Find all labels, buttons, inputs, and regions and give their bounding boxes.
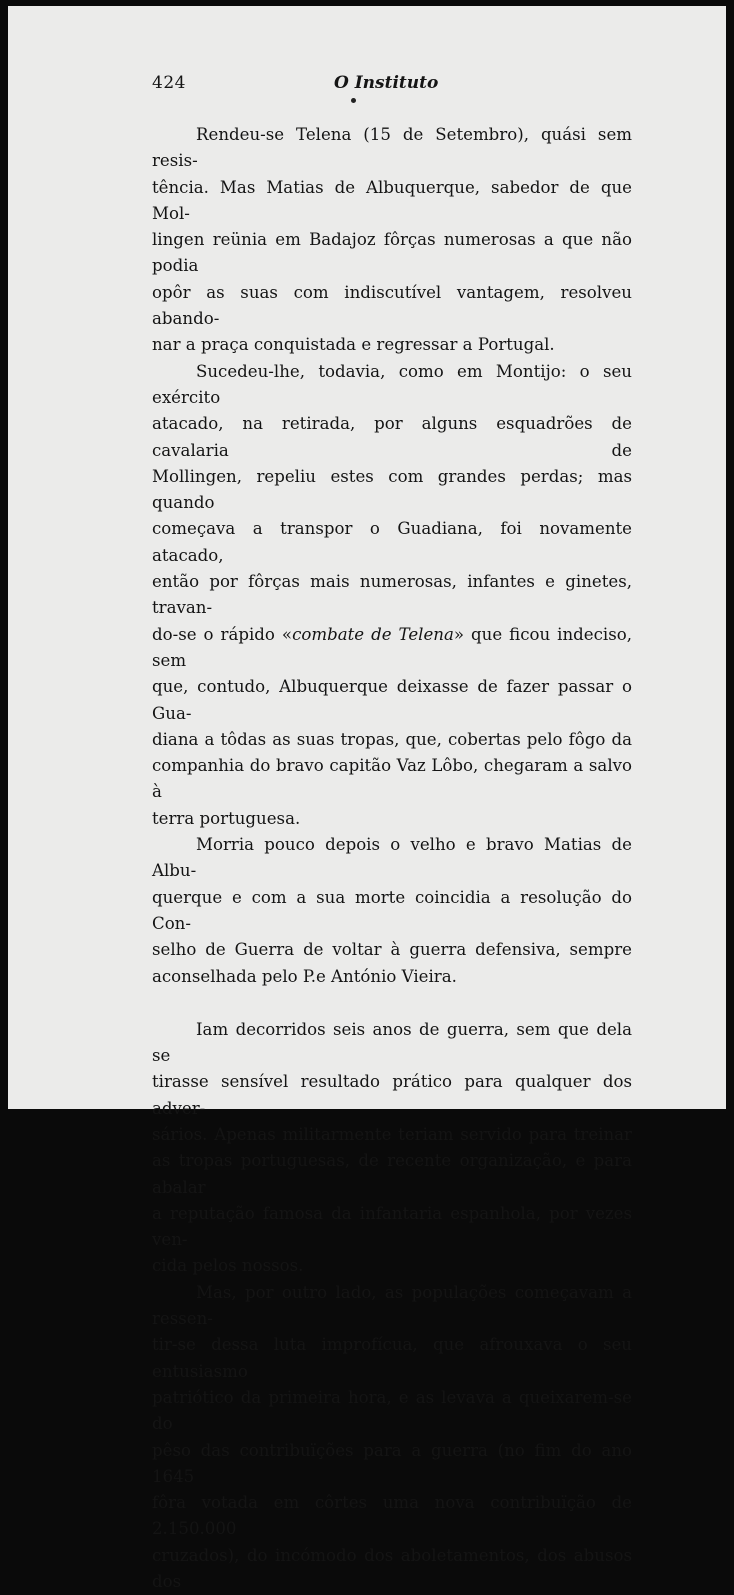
text-line: começava a transpor o Guadiana, foi novamente atacado, bbox=[152, 519, 632, 565]
text-line: atacado, na retirada, por alguns esquadrões de cavalaria de bbox=[152, 414, 632, 460]
text-line-italic-phrase: do-se o rápido «combate de Telena» que ficou indeciso, sem bbox=[152, 624, 633, 670]
text-line: tirasse sensível resultado prático para qualquer dos adver- bbox=[152, 1072, 632, 1118]
text-line: cida pelos nossos. bbox=[152, 1256, 304, 1276]
text-line: que, contudo, Albuquerque deixasse de fazer passar o Gua- bbox=[152, 677, 632, 723]
text-line: lingen reünia em Badajoz fôrças numerosas a que não podia bbox=[152, 230, 632, 276]
text-line: Iam decorridos seis anos de guerra, sem que dela se bbox=[152, 1019, 632, 1066]
page-number: 424 bbox=[152, 73, 186, 93]
text-line: aconselhada pelo P.e António Vieira. bbox=[152, 966, 457, 986]
text-line: opôr as suas com indiscutível vantagem, resolveu abando- bbox=[152, 282, 632, 329]
text-line: fôra votada em côrtes uma nova contribuïção de 2.150.000 bbox=[152, 1493, 632, 1539]
paragraph bbox=[152, 832, 632, 990]
text-line: querque e com a sua morte coincidia a resolução do Con- bbox=[152, 887, 632, 933]
text-line: terra portuguesa. bbox=[152, 808, 301, 828]
italic-phrase: combate de Telena bbox=[292, 624, 454, 644]
paragraph bbox=[152, 122, 632, 359]
text-line: tir-se dessa luta improfícua, que afrouxava o seu entusiasmo bbox=[152, 1335, 632, 1381]
text-line: nar a praça conquistada e regressar a Portugal. bbox=[152, 335, 555, 355]
text-line: então por fôrças mais numerosas, infantes e ginetes, travan- bbox=[152, 572, 632, 618]
running-title: O Instituto bbox=[334, 73, 439, 93]
text-line: tência. Mas Matias de Albuquerque, sabedor de que Mol- bbox=[152, 177, 632, 223]
paragraph bbox=[152, 1017, 632, 1280]
text-line: Mas, por outro lado, as populações começavam a ressen- bbox=[152, 1282, 632, 1329]
text-line: a reputação famosa da infantaria espanhola, por vezes ven- bbox=[152, 1203, 632, 1250]
text-line: Rendeu-se Telena (15 de Setembro), quási sem resis- bbox=[152, 125, 632, 171]
paragraph bbox=[152, 1280, 632, 1595]
text-line: selho de Guerra de voltar à guerra defensiva, sempre bbox=[152, 940, 632, 960]
text-line: diana a tôdas as suas tropas, que, cobertas pelo fôgo da bbox=[152, 729, 632, 749]
ornament-dot bbox=[351, 98, 356, 103]
text-line: Sucedeu-lhe, todavia, como em Montijo: o seu exército bbox=[152, 361, 632, 407]
text-line: as tropas portuguesas, de recente organização, e para abalar bbox=[152, 1151, 632, 1197]
text-line: Mollingen, repeliu estes com grandes perdas; mas quando bbox=[152, 466, 632, 513]
page-header bbox=[152, 70, 632, 104]
body-text bbox=[152, 122, 632, 1595]
text-line: pêso das contribuïções para a guerra (no fim do ano 1645 bbox=[152, 1440, 632, 1486]
paragraph bbox=[152, 359, 632, 832]
text-line: companhia do bravo capitão Vaz Lôbo, chegaram a salvo à bbox=[152, 756, 632, 802]
text-line: sários. Apenas militarmente teriam servido para treinar bbox=[152, 1124, 632, 1144]
text-line: Morria pouco depois o velho e bravo Matias de Albu- bbox=[152, 835, 632, 881]
book-page bbox=[8, 6, 726, 1592]
text-line: patriótico da primeira hora, e as levava a queixarem-se do bbox=[152, 1387, 632, 1434]
text-line: cruzados), do incómodo dos aboletamentos, dos abusos dos bbox=[152, 1545, 632, 1592]
